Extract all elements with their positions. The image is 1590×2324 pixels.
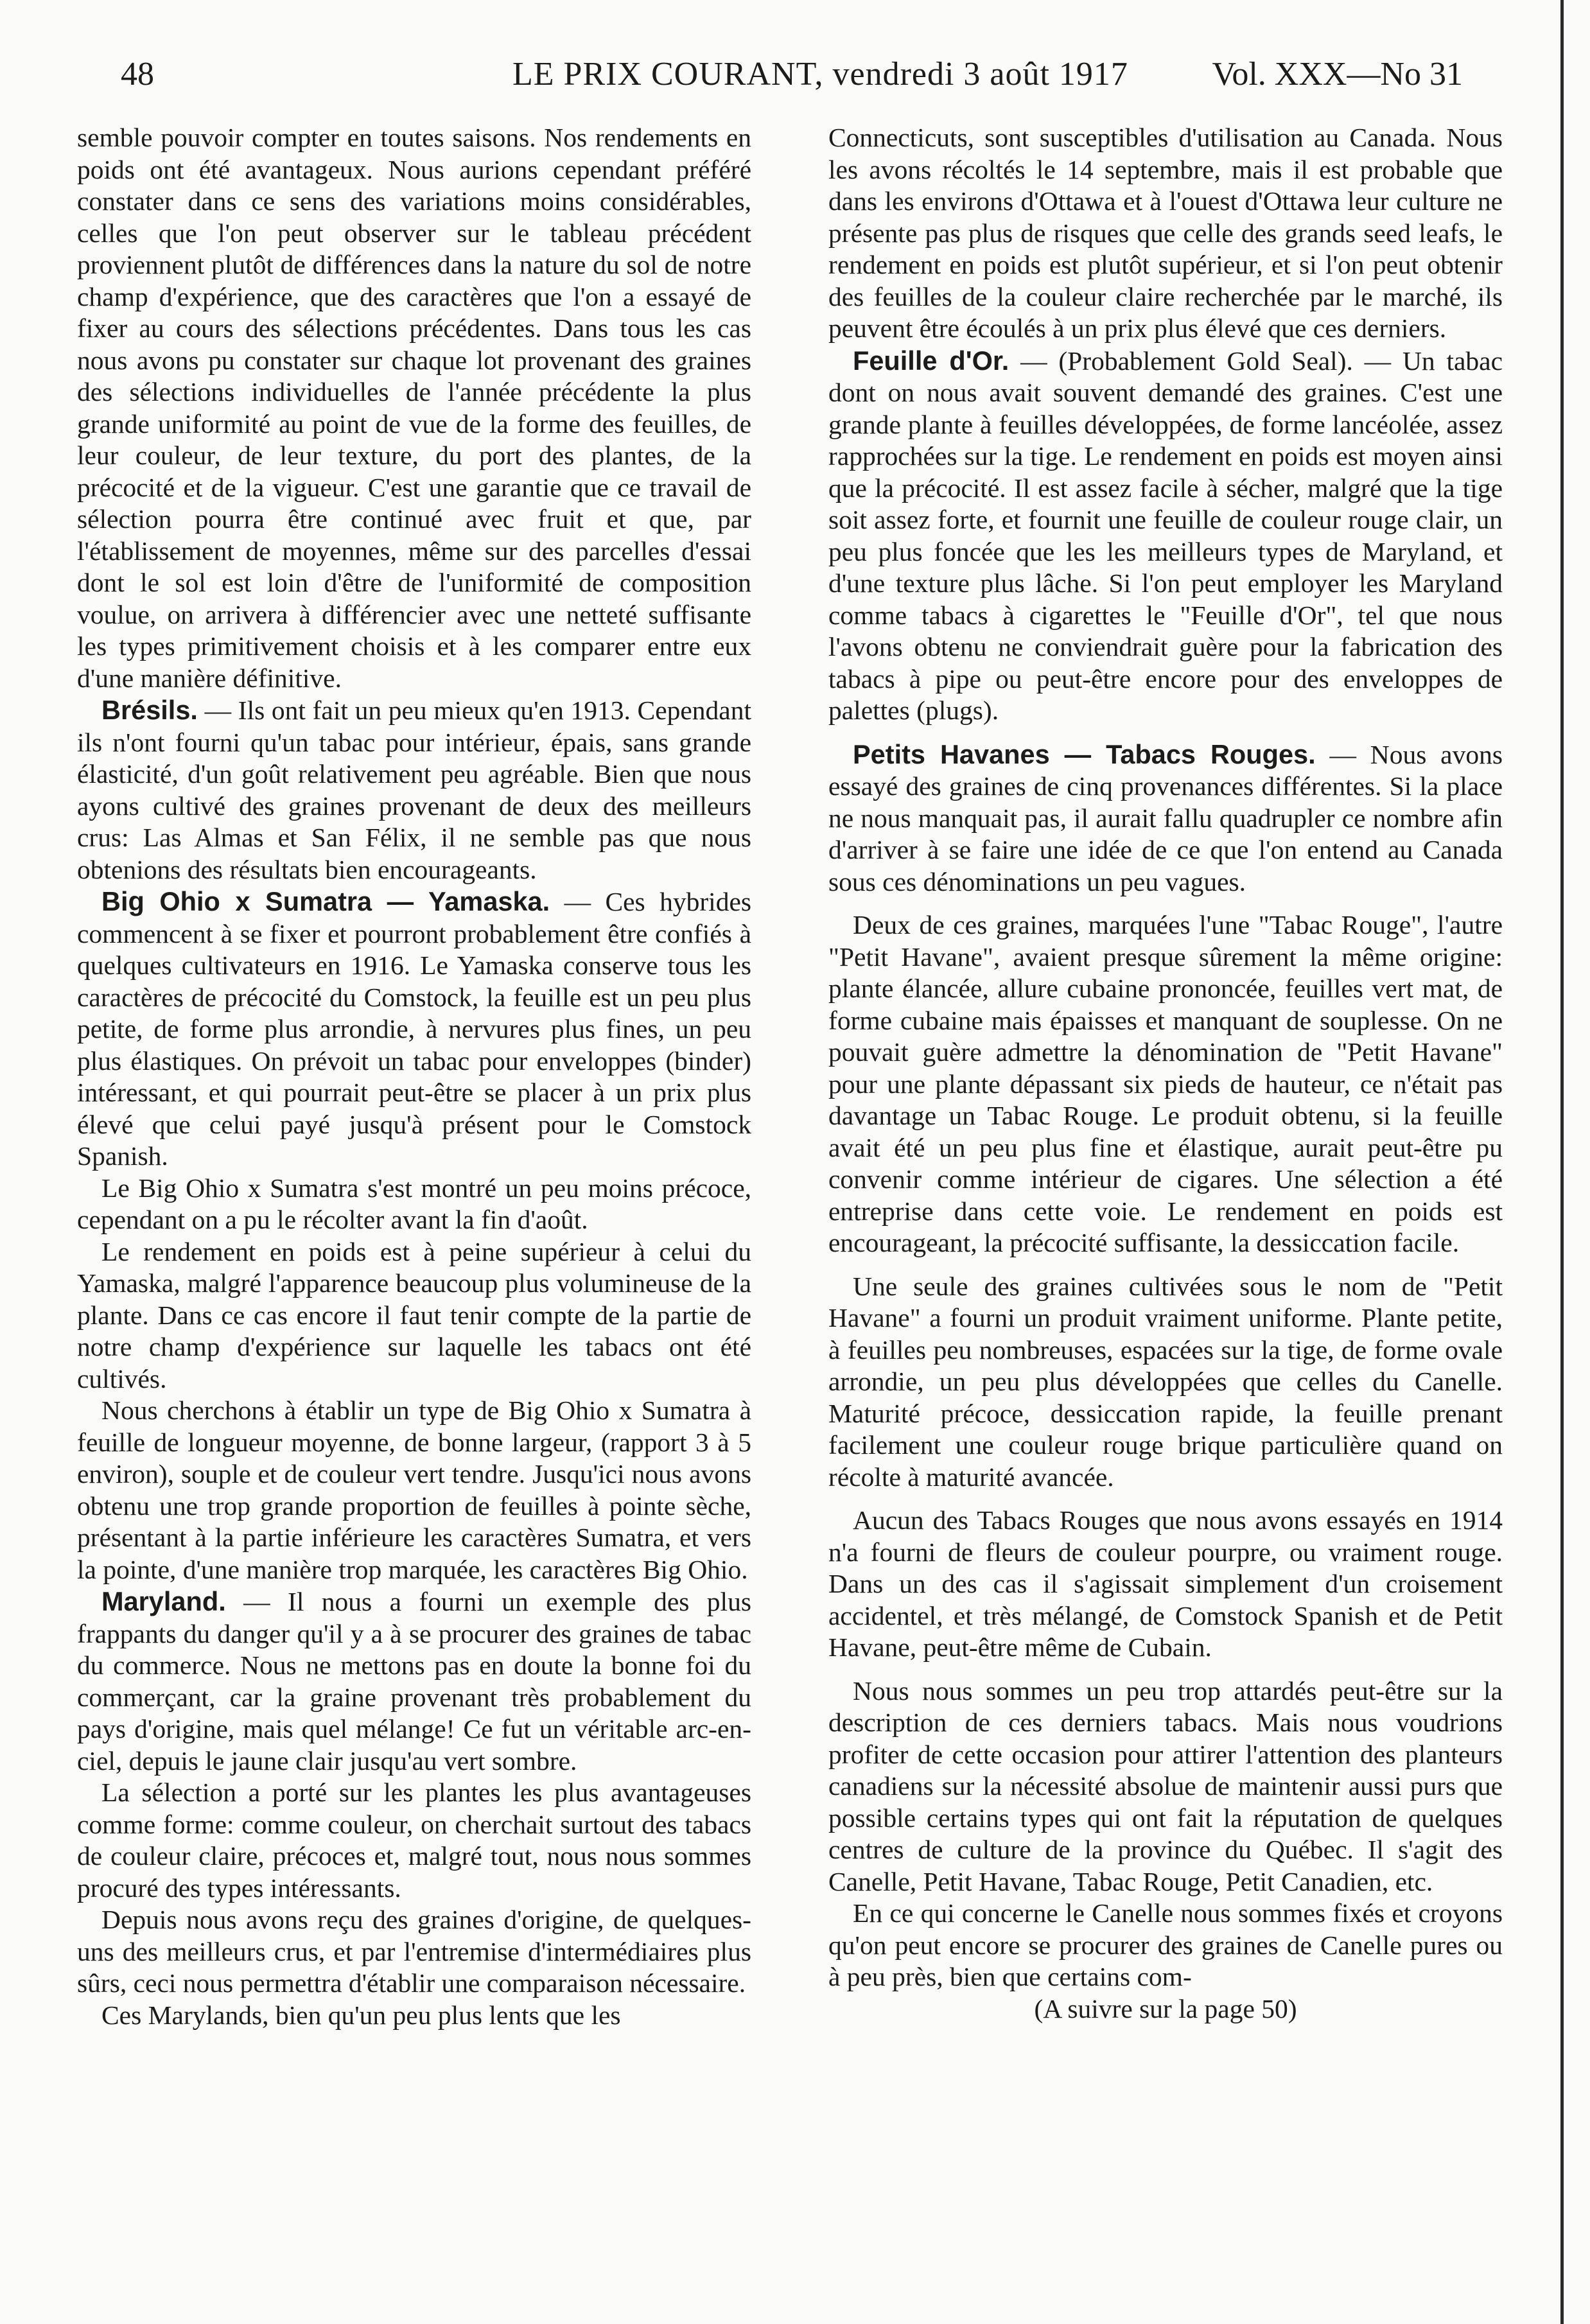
paragraph: Nous nous sommes un peu trop attardés peut-être sur la description de ces derniers tabacs. Mais nous voudrions profiter de cette occasion pour attirer l'attention des planteurs canadiens sur la nécessité absolue de maintenir aussi purs que possible certains types qui ont fait la réputation de quelques centres de culture de la province du Québec. Il s'agit des Canelle, Petit Havane, Tabac Rouge, Petit Canadien, etc. <box>828 1675 1503 1896</box>
paragraph: Ces Marylands, bien qu'un peu plus lents que les <box>101 2000 621 2030</box>
subheading-petits-havanes: Petits Havanes — Tabacs Rouges. <box>853 738 1316 769</box>
paragraph-petits-havanes <box>828 738 1503 898</box>
right-column <box>828 122 1503 2025</box>
page-number: 48 <box>121 56 154 92</box>
paragraph: Nous cherchons à établir un type de Big Ohio x Sumatra à feuille de longueur moyenne, de bonne largeur, (rapport 3 à 5 environ), souple et de couleur vert tendre. Jusqu'ici nous avons obtenu une trop grande proportion de feuilles à pointe sèche, présentant à la partie inférieure les caractères Sumatra, et vers la pointe, d'une manière trop marquée, les caractères Big Ohio. <box>77 1395 751 1584</box>
paragraph: Aucun des Tabacs Rouges que nous avons essayés en 1914 n'a fourni de fleurs de couleur pourpre, ou vraiment rouge. Dans un des cas il s'agissait simplement d'un croisement accidentel, et très mélangé, de Comstock Spanish et de Petit Havane, peut-être même de Cubain. <box>828 1505 1503 1662</box>
paragraph: Le rendement en poids est à peine supérieur à celui du Yamaska, malgré l'apparence beaucoup plus volumineuse de la plante. Dans ce cas encore il faut tenir compte de la partie de notre champ d'expérience sur laquelle les tabacs ont été cultivés. <box>77 1236 751 1394</box>
subheading-feuille-dor: Feuille d'Or. <box>853 345 1009 376</box>
volume-number: Vol. XXX—No 31 <box>1212 56 1463 92</box>
subheading-bresils: Brésils. <box>101 695 198 725</box>
paragraph: Connecticuts, sont susceptibles d'utilisation au Canada. Nous les avons récoltés le 14 septembre, mais il est probable que dans les environs d'Ottawa et à l'ouest d'Ottawa leur culture ne présente pas plus de risques que celle des grands seed leafs, le rendement en poids est plutôt supérieur, et si l'on peut obtenir des feuilles de la couleur claire recherchée par le marché, ils peuvent être écoulés à un prix plus élevé que ces derniers. <box>828 123 1503 343</box>
paragraph: Une seule des graines cultivées sous le nom de "Petit Havane" a fourni un produit vraiment uniforme. Plante petite, à feuilles peu nombreuses, espacées sur la tige, de forme ovale arrondie, un peu plus développées que celles du Canelle. Maturité précoce, dessiccation rapide, la feuille prenant facilement une couleur rouge brique particulière quand on récolte à maturité avancée. <box>828 1271 1503 1492</box>
paragraph-bresils <box>77 694 751 886</box>
left-column <box>77 122 751 2031</box>
paragraph-text: — Nous avons essayé des graines de cinq provenances différentes. Si la place ne nous manquait pas, il aurait fallu quadrupler ce nombre afin d'arriver à se faire une idée de ce que l'on entend au Canada sous ces dénominations un peu vagues. <box>828 739 1503 896</box>
paragraph-text: — Ces hybrides commencent à se fixer et pourront probablement être confiés à quelques cultivateurs en 1916. Le Yamaska conserve tous les caractères de précocité du Comstock, la feuille est un peu plus petite, de forme plus arrondie, à nervures plus fines, un peu plus élastiques. On prévoit un tabac pour enveloppes (binder) intéressant, et qui pourrait peut-être se placer à un prix plus élevé que celui payé jusqu'à présent pour le Comstock Spanish. <box>77 887 752 1171</box>
paragraph: La sélection a porté sur les plantes les plus avantageuses comme forme: comme couleur, on cherchait surtout des tabacs de couleur claire, précoces et, malgré tout, nous nous sommes procuré des types intéressants. <box>77 1778 751 1903</box>
paragraph: Deux de ces graines, marquées l'une "Tabac Rouge", l'autre "Petit Havane", avaient presque sûrement la même origine: plante élancée, allure cubaine prononcée, feuilles vert mat, de forme cubaine mais épaisses et manquant de souplesse. On ne pouvait guère admettre la dénomination de "Petit Havane" pour une plante dépassant six pieds de hauteur, ce n'était pas davantage un Tabac Rouge. Le produit obtenu, si la feuille avait été un peu plus fine et élastique, aurait peut-être pu convenir comme intérieur de cigares. Une sélection a été entreprise dans cette voie. Le rendement en poids est encourageant, la précocité suffisante, la dessiccation facile. <box>828 910 1503 1257</box>
page-edge-rule <box>1560 0 1564 2324</box>
paragraph-text: — Ils ont fait un peu mieux qu'en 1913. Cependant ils n'ont fourni qu'un tabac pour intérieur, épais, sans grande élasticité, d'un goût relativement peu agréable. Bien que nous ayons cultivé des graines provenant de deux des meilleurs crus: Las Almas et San Félix, il ne semble pas que nous obtenions des résultats bien encourageants. <box>77 695 751 884</box>
publication-title: LE PRIX COURANT, vendredi 3 août 1917 <box>512 56 1128 92</box>
paragraph-maryland <box>77 1586 751 1777</box>
paragraph: En ce qui concerne le Canelle nous sommes fixés et croyons qu'on peut encore se procurer des graines de Canelle pures ou à peu près, bien que certains com- <box>828 1898 1503 1991</box>
continued-note: (A suivre sur la page 50) <box>1034 1993 1297 2023</box>
subheading-maryland: Maryland. <box>101 1586 226 1616</box>
paragraph: Depuis nous avons reçu des graines d'origine, de quelques-uns des meilleurs crus, et par l'entremise d'intermédiaires plus sûrs, ceci nous permettra d'établir une comparaison nécessaire. <box>77 1905 751 1998</box>
page-header <box>121 55 1463 107</box>
paragraph-text: — Il nous a fourni un exemple des plus frappants du danger qu'il y a à se procurer des graines de tabac du commerce. Nous ne mettons pas en doute la bonne foi du commerçant, car la graine provenant très probablement du pays d'origine, mais quel mélange! Ce fut un véritable arc-en-ciel, depuis le jaune clair jusqu'au vert sombre. <box>77 1587 751 1776</box>
paragraph-big-ohio <box>77 886 751 1173</box>
paragraph-text: — (Probablement Gold Seal). — Un tabac dont on nous avait souvent demandé des graines. C'est une grande plante à feuilles développées, de forme lancéolée, assez rapprochées sur la tige. Le rendement en poids est moyen ainsi que la précocité. Il est assez facile à sécher, malgré que la tige soit assez forte, et fournit une feuille de couleur rouge clair, un peu plus foncée que les les meilleurs types de Maryland, et d'une texture plus lâche. Si l'on peut employer les Maryland comme tabacs à cigarettes le "Feuille d'Or", tel que nous l'avons obtenu ne conviendrait guère pour la fabrication des tabacs à pipe ou peut-être encore pour des enveloppes de palettes (plugs). <box>828 345 1503 725</box>
paragraph-feuille-dor <box>828 345 1503 727</box>
paragraph: semble pouvoir compter en toutes saisons. Nos rendements en poids ont été avantageux. Nous aurions cependant préféré constater dans ce sens des variations moins considérables, celles que l'on peut observer sur le tableau précédent proviennent plutôt de différences dans la nature du sol de notre champ d'expérience, que des caractères que l'on a essayé de fixer au cours des sélections précédentes. Dans tous les cas nous avons pu constater sur chaque lot provenant des graines des sélections individuelles de l'année précédente la plus grande uniformité au point de vue de la forme des feuilles, de leur couleur, de leur texture, du port des plantes, de la précocité et de la vigueur. C'est une garantie que ce travail de sélection pourra être continué avec fruit et que, par l'établissement de moyennes, même sur des parcelles d'essai dont le sol est loin d'être de l'uniformité de composition voulue, on arrivera à différencier avec une netteté suffisante les types primitivement choisis et à les comparer entre eux d'une manière définitive. <box>77 123 751 693</box>
subheading-big-ohio: Big Ohio x Sumatra — Yamaska. <box>101 886 550 916</box>
paragraph: Le Big Ohio x Sumatra s'est montré un peu moins précoce, cependant on a pu le récolter avant la fin d'août. <box>77 1173 751 1234</box>
